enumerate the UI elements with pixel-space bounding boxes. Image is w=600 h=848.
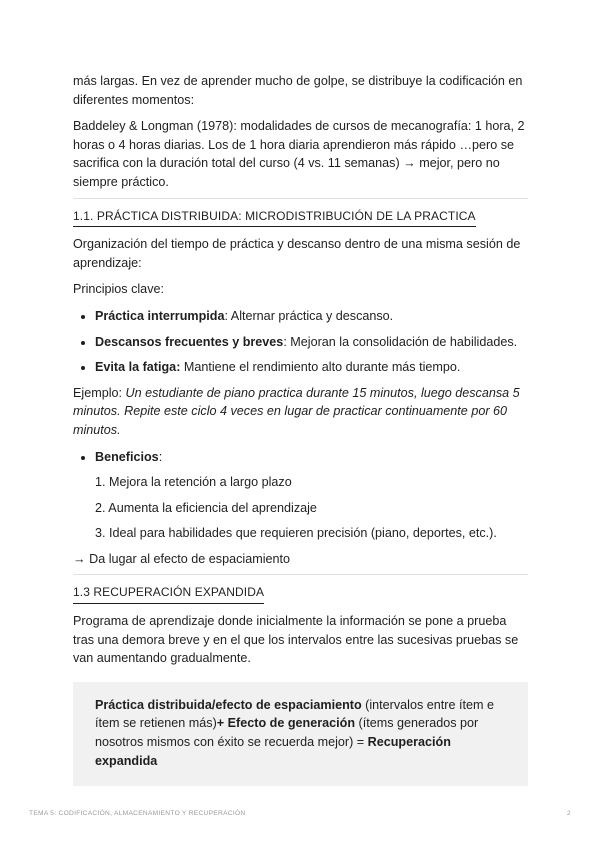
- document-page: [73, 72, 528, 786]
- principles-list: [73, 307, 528, 377]
- benefits-list: [73, 473, 528, 543]
- list-item: 3. Ideal para habilidades que requieren precisión (piano, deportes, etc.).: [95, 526, 497, 541]
- divider: [73, 574, 528, 575]
- list-item: • Beneficios:: [95, 448, 528, 467]
- list-item: • Evita la fatiga: Mantiene el rendimiento alto durante más tiempo.: [95, 358, 528, 377]
- list-item: • Práctica interrumpida: Alternar práctica y descanso.: [95, 307, 528, 326]
- divider: [73, 198, 528, 199]
- list-item: • Descansos frecuentes y breves: Mejoran la consolidación de habilidades.: [95, 333, 528, 352]
- conclusion-line: → Da lugar al efecto de espaciamiento: [73, 551, 291, 566]
- recuperacion-paragraph: Programa de aprendizaje donde inicialmente la información se pone a prueba tras una demora breve y en el que los intervalos entre las sucesivas pruebas se van aumentando gradualmente.: [73, 614, 519, 666]
- summary-callout: Práctica distribuida/efecto de espaciamiento (intervalos entre ítem e ítem se retienen más)+ Efecto de generación (ítems generados por nosotros mismos con éxito se recuerda mejor) = Recuperación expandida: [73, 682, 528, 786]
- page-footer: [29, 810, 571, 817]
- list-item: 1. Mejora la retención a largo plazo: [95, 475, 292, 490]
- example-paragraph: Ejemplo: Un estudiante de piano practica durante 15 minutos, luego descansa 5 minutos. Repite este ciclo 4 veces en lugar de practicar continuamente por 60 minutos.: [73, 385, 520, 437]
- baddeley-paragraph: Baddeley & Longman (1978): modalidades de cursos de mecanografía: 1 hora, 2 horas o 4 horas diarias. Los de 1 hora diaria aprendieron más rápido …pero se sacrifica con la duración total del curso (4 vs. 11 semanas) → mejor, pero no siempre práctico.: [73, 119, 525, 189]
- list-item: 2. Aumenta la eficiencia del aprendizaje: [95, 500, 317, 515]
- benefits-bullet: [73, 448, 528, 467]
- section-heading-microdistribucion: 1.1. PRÁCTICA DISTRIBUIDA: MICRODISTRIBUCIÓN DE LA PRACTICA: [73, 207, 476, 228]
- section-heading-recuperacion: 1.3 RECUPERACIÓN EXPANDIDA: [73, 583, 264, 604]
- page-number: 2: [567, 810, 571, 817]
- principles-label: Principios clave:: [73, 282, 164, 297]
- footer-title: TEMA 5: CODIFICACIÓN, ALMACENAMIENTO Y RECUPERACIÓN: [29, 810, 246, 817]
- intro-paragraph: más largas. En vez de aprender mucho de golpe, se distribuye la codificación en diferentes momentos:: [73, 74, 523, 107]
- definition-paragraph: Organización del tiempo de práctica y descanso dentro de una misma sesión de aprendizaje:: [73, 237, 521, 270]
